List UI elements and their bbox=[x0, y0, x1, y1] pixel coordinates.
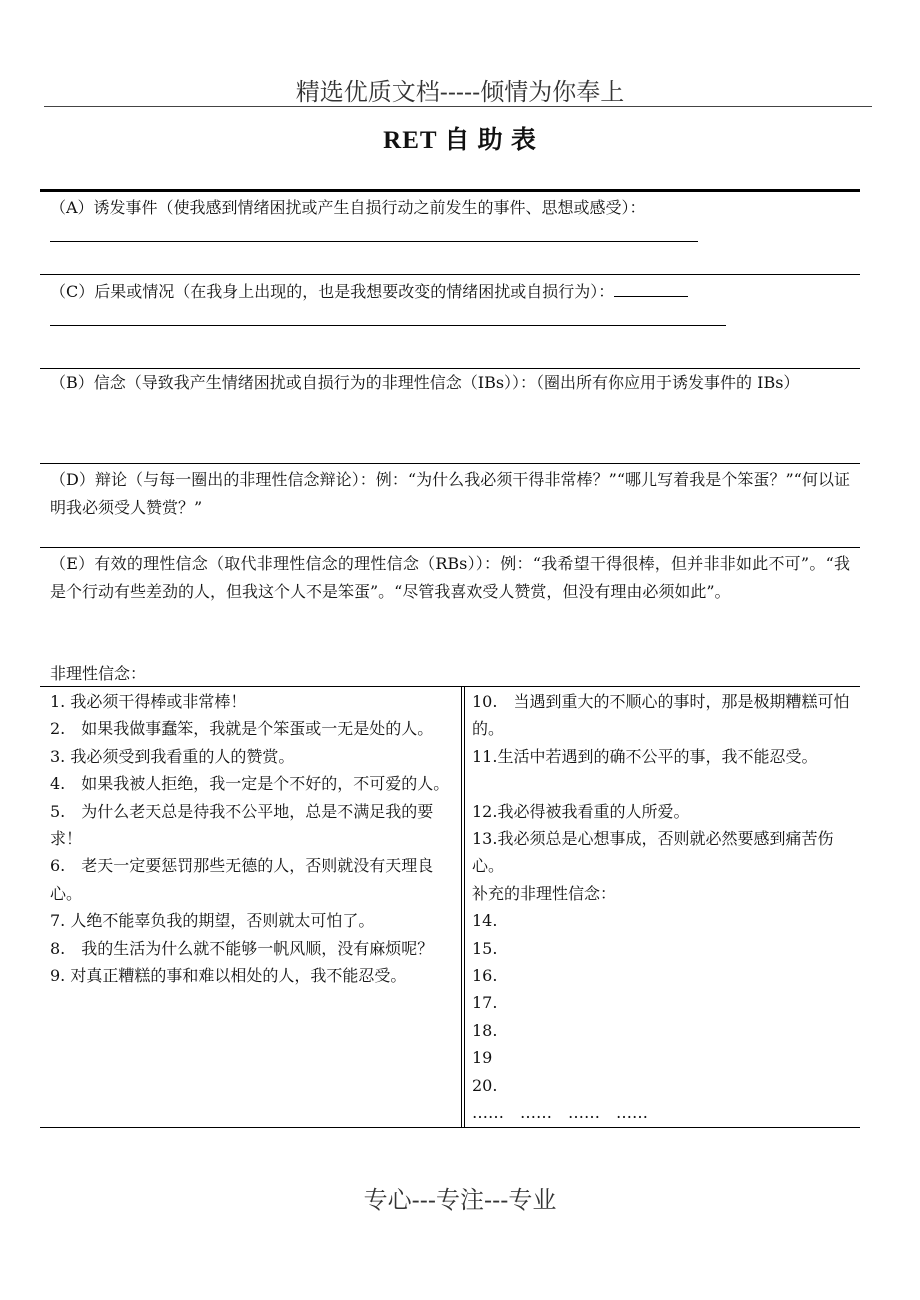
page-title: RET 自 助 表 bbox=[383, 127, 537, 154]
section-d-top-rule bbox=[40, 463, 860, 464]
section-e-top-rule bbox=[40, 547, 860, 548]
supplement-ellipsis: …… …… …… …… bbox=[472, 1103, 649, 1123]
page-header: 精选优质文档-----倾情为你奉上 bbox=[295, 78, 625, 106]
header-rule bbox=[44, 106, 872, 107]
supplement-item[interactable]: 20. bbox=[472, 1075, 498, 1095]
irrational-right-column bbox=[472, 688, 864, 1126]
belief-item[interactable]: 12.我必得被我看重的人所爱。 bbox=[472, 801, 690, 821]
table-bottom-rule bbox=[40, 1127, 860, 1128]
section-d-text: （D）辩论（与每一圈出的非理性信念辩论）：例：“为什么我必须干得非常棒？”“哪儿写着我是个笨蛋？”“何以证明我必须受人赞赏？” bbox=[50, 470, 850, 517]
section-c-answer-inline[interactable] bbox=[614, 278, 688, 297]
belief-item[interactable]: 4. 如果我被人拒绝，我一定是个不好的，不可爱的人。 bbox=[50, 774, 450, 794]
belief-item[interactable]: 5. 为什么老天总是待我不公平地，总是不满足我的要求！ bbox=[50, 801, 434, 849]
supplement-item[interactable]: 15. bbox=[472, 938, 498, 958]
belief-item[interactable]: 7. 人绝不能辜负我的期望，否则就太可怕了。 bbox=[50, 911, 375, 931]
table-top-rule bbox=[40, 686, 860, 687]
page-footer: 专心---专注---专业 bbox=[363, 1186, 557, 1214]
belief-item[interactable]: 9. 对真正糟糕的事和难以相处的人，我不能忍受。 bbox=[50, 966, 407, 986]
supplement-item[interactable]: 18. bbox=[472, 1020, 498, 1040]
section-a-top-rule bbox=[40, 189, 860, 192]
belief-item[interactable]: 8. 我的生活为什么就不能够一帆风顺，没有麻烦呢？ bbox=[50, 938, 434, 958]
belief-item[interactable]: 6. 老天一定要惩罚那些无德的人，否则就没有天理良心。 bbox=[50, 856, 434, 903]
supplement-item[interactable]: 14. bbox=[472, 911, 498, 931]
belief-item[interactable]: 10. 当遇到重大的不顺心的事时，那是极期糟糕可怕的。 bbox=[472, 692, 850, 739]
irrational-beliefs-label: 非理性信念： bbox=[50, 664, 147, 683]
section-b-text: （B）信念（导致我产生情绪困扰或自损行为的非理性信念（IBs））：（圈出所有你应用于诱发事件的 IBs） bbox=[50, 373, 800, 392]
section-c-label: （C）后果或情况（在我身上出现的，也是我想要改变的情绪困扰或自损行为）： bbox=[50, 282, 615, 301]
table-divider-right bbox=[464, 686, 465, 1128]
supplement-item[interactable]: 19 bbox=[472, 1048, 493, 1068]
belief-item[interactable]: 2. 如果我做事蠢笨，我就是个笨蛋或一无是处的人。 bbox=[50, 719, 434, 739]
irrational-left-column bbox=[50, 688, 456, 989]
supplement-item[interactable]: 16. bbox=[472, 966, 498, 986]
belief-item[interactable]: 13.我必须总是心想事成，否则就必然要感到痛苦伤心。 bbox=[472, 829, 834, 876]
belief-item[interactable]: 3. 我必须受到我看重的人的赞赏。 bbox=[50, 746, 295, 766]
section-e-text: （E）有效的理性信念（取代非理性信念的理性信念（RBs））：例：“我希望干得很棒，但并非非如此不可”。“我是个行动有些差劲的人，但我这个人不是笨蛋”。“尽管我喜欢受人赞赏，但没有理由必须如此”。 bbox=[50, 554, 850, 601]
table-divider-left bbox=[461, 686, 462, 1128]
supplement-item[interactable]: 17. bbox=[472, 993, 498, 1013]
belief-item[interactable]: 1. 我必须干得棒或非常棒！ bbox=[50, 692, 247, 711]
section-c-text bbox=[50, 278, 850, 306]
belief-item[interactable]: 11.生活中若遇到的确不公平的事，我不能忍受。 bbox=[472, 746, 818, 766]
section-a-answer-line[interactable] bbox=[50, 241, 698, 242]
section-c-answer-line[interactable] bbox=[50, 325, 726, 326]
supplement-label: 补充的非理性信念： bbox=[472, 883, 617, 903]
spacer bbox=[472, 770, 864, 797]
section-a-text: （A）诱发事件（使我感到情绪困扰或产生自损行动之前发生的事件、思想或感受）： bbox=[50, 198, 646, 217]
section-c-top-rule bbox=[40, 274, 860, 275]
